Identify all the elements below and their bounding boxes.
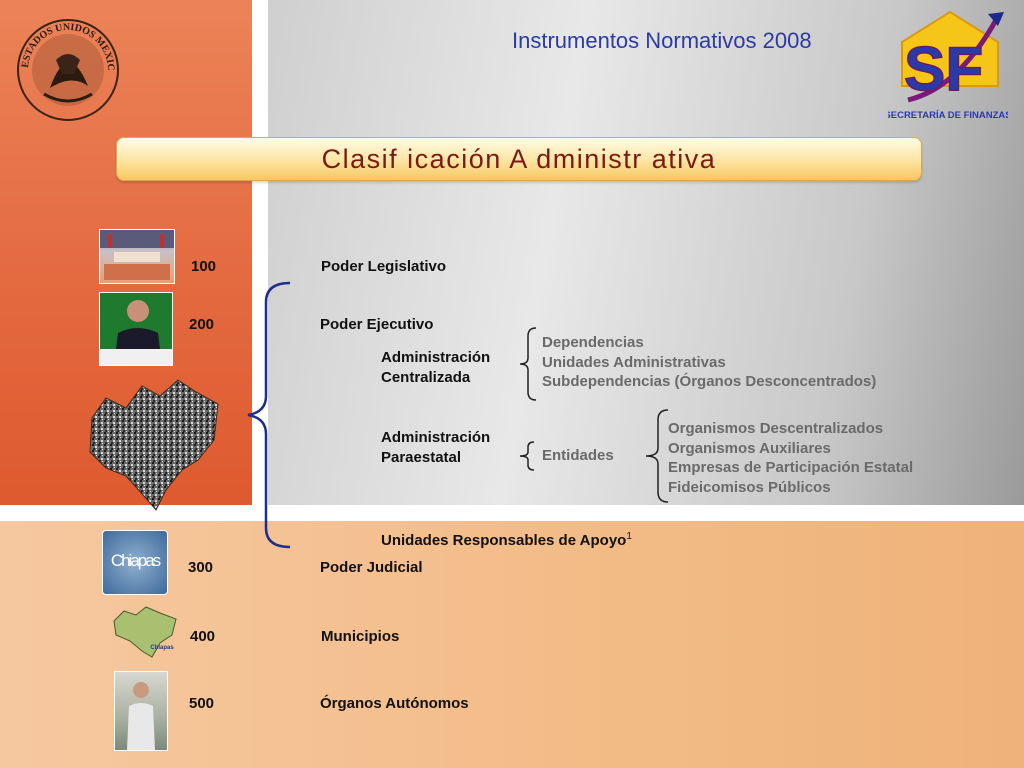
ejecutivo-brace: [238, 280, 294, 550]
label-poder-legislativo: Poder Legislativo: [321, 258, 447, 275]
entidades-label: Entidades: [542, 447, 614, 464]
seal-text: ESTADOS UNIDOS MEXIC: [19, 21, 117, 72]
centralizada-brace: [516, 326, 538, 402]
autonomous-organ-photo: [114, 671, 168, 751]
list-item: Organismos Descentralizados: [668, 420, 884, 437]
code-500: 500: [189, 695, 215, 712]
paraestatal-line1: Administración: [381, 429, 491, 446]
label-municipios: Municipios: [321, 628, 400, 645]
label-poder-judicial: Poder Judicial: [320, 559, 423, 576]
administracion-paraestatal: [381, 428, 490, 468]
footnote-mark: 1: [626, 531, 632, 542]
header-title: Instrumentos Normativos 2008: [512, 28, 812, 53]
paraestatal-line2: Paraestatal: [381, 449, 462, 466]
label-poder-ejecutivo: Poder Ejecutivo: [320, 316, 434, 333]
chiapas-card-logo: [102, 530, 168, 595]
mexico-seal-logo: [10, 8, 126, 124]
unidades-apoyo: [381, 527, 632, 551]
entidades-list: [668, 419, 913, 497]
list-item: Empresas de Participación Estatal: [668, 459, 914, 476]
secretaria-finanzas-logo: [888, 8, 1008, 124]
paraestatal-brace: [516, 440, 536, 472]
sf-caption: SECRETARÍA DE FINANZAS: [888, 110, 1008, 121]
chiapas-municipal-map: [110, 605, 180, 661]
entidades-brace: [640, 408, 670, 504]
executive-official-photo: [99, 292, 173, 366]
section-title: Clasif icación A dministr ativa: [321, 144, 717, 174]
list-item: Subdependencias (Órganos Desconcentrados): [542, 373, 877, 390]
sf-letters: SF: [904, 35, 984, 104]
map-caption: Chiapas: [150, 645, 174, 651]
chiapas-map-textured: [86, 378, 222, 512]
administracion-centralizada: [381, 348, 490, 388]
list-item: Fideicomisos Públicos: [668, 478, 831, 496]
legislative-chamber-photo: [99, 229, 175, 284]
code-100: 100: [191, 258, 217, 275]
unidades-apoyo-label: Unidades Responsables de Apoyo: [381, 532, 627, 549]
list-item: Dependencias: [542, 334, 644, 351]
section-title-bar: [116, 137, 922, 181]
centralizada-line1: Administración: [381, 349, 491, 366]
label-organos-autonomos: Órganos Autónomos: [320, 695, 469, 712]
centralizada-list: [542, 333, 876, 392]
code-200: 200: [189, 316, 215, 333]
list-item: Unidades Administrativas: [542, 353, 726, 371]
code-300: 300: [188, 559, 214, 576]
centralizada-line2: Centralizada: [381, 369, 471, 386]
chiapas-card-text: Chiapas: [110, 551, 160, 570]
list-item: Organismos Auxiliares: [668, 439, 831, 457]
code-400: 400: [190, 628, 216, 645]
